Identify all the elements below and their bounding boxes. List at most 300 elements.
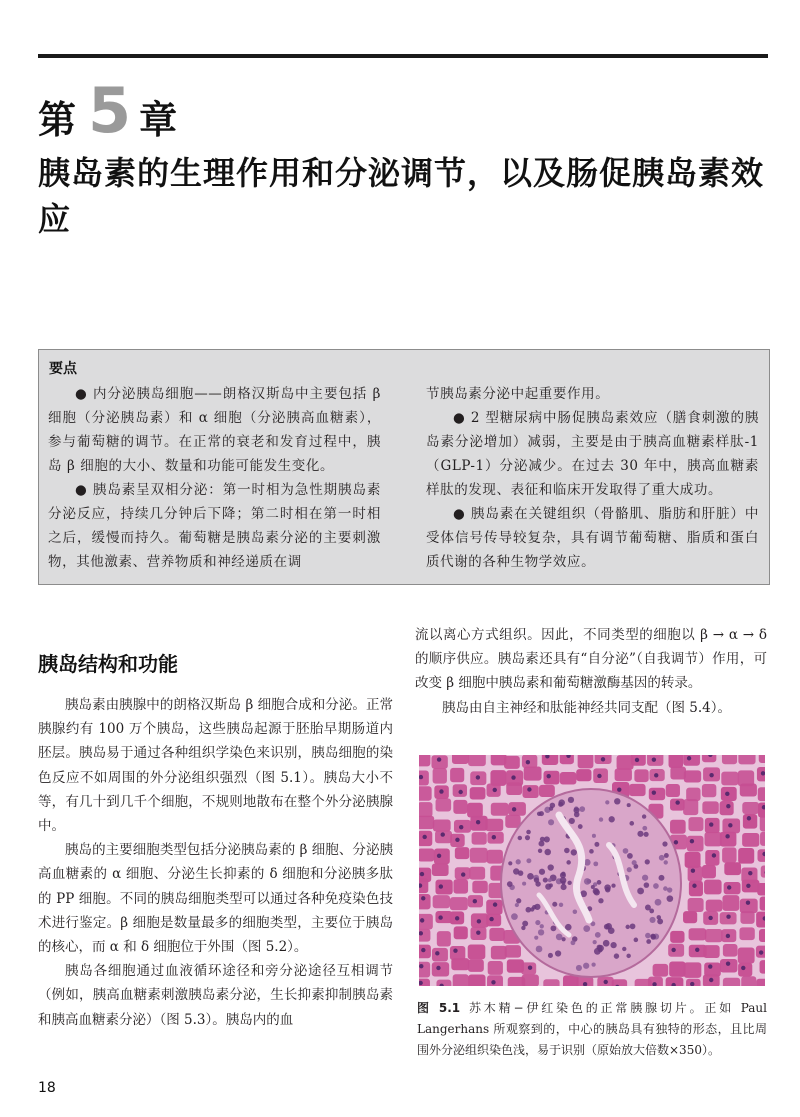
key-points-left-column	[48, 382, 381, 574]
acinar-cell	[742, 833, 759, 847]
islet-nucleus	[597, 880, 602, 885]
acinar-nucleus	[477, 919, 481, 923]
islet-nucleus	[614, 798, 620, 804]
islet-nucleus	[548, 819, 554, 825]
islet-nucleus	[609, 816, 615, 822]
islet-nucleus	[536, 946, 543, 953]
pancreas-section-image	[419, 755, 765, 986]
acinar-nucleus	[455, 916, 459, 920]
islet-nucleus	[627, 803, 631, 807]
islet-nucleus	[522, 882, 526, 886]
acinar-cell	[629, 784, 645, 796]
acinar-nucleus	[712, 853, 716, 857]
islet-nucleus	[642, 814, 646, 818]
acinar-cell	[505, 945, 521, 958]
islet-nucleus	[637, 831, 643, 837]
acinar-cell	[539, 785, 555, 797]
islet-nucleus	[645, 905, 651, 911]
islet-nucleus	[645, 859, 650, 864]
key-point-continuation: 节胰岛素分泌中起重要作用。	[426, 386, 610, 402]
islet-nucleus	[649, 917, 655, 923]
acinar-nucleus	[439, 789, 443, 793]
acinar-cell	[487, 850, 503, 864]
acinar-cell	[419, 755, 430, 766]
acinar-cell	[434, 848, 450, 864]
acinar-nucleus	[476, 820, 480, 824]
acinar-nucleus	[419, 964, 423, 968]
acinar-cell	[689, 928, 707, 940]
acinar-nucleus	[726, 804, 730, 808]
islet-region	[501, 789, 681, 977]
acinar-cell	[758, 803, 765, 818]
acinar-cell	[491, 803, 509, 816]
acinar-cell	[685, 852, 701, 868]
acinar-nucleus	[708, 964, 712, 968]
acinar-cell	[649, 788, 665, 801]
islet-nucleus	[518, 836, 523, 841]
acinar-nucleus	[674, 840, 678, 844]
acinar-nucleus	[692, 884, 696, 888]
acinar-nucleus	[491, 980, 495, 984]
figure-caption	[417, 998, 767, 1061]
islet-nucleus	[567, 881, 571, 885]
acinar-cell	[759, 755, 765, 763]
acinar-cell	[743, 814, 757, 829]
acinar-cell	[544, 771, 560, 785]
islet-nucleus	[614, 953, 619, 958]
acinar-cell	[451, 958, 469, 970]
acinar-nucleus	[473, 899, 477, 903]
acinar-cell	[759, 929, 765, 942]
islet-nucleus	[637, 888, 644, 895]
acinar-cell	[486, 900, 502, 915]
acinar-cell	[485, 819, 503, 831]
islet-nucleus	[534, 877, 539, 882]
islet-nucleus	[625, 925, 629, 929]
acinar-cell	[721, 772, 738, 786]
acinar-cell	[467, 803, 483, 818]
acinar-cell	[704, 880, 722, 895]
islet-nucleus	[552, 902, 557, 907]
key-point-paragraph: ● 2 型糖尿病中肠促胰岛素效应（膳食刺激的胰岛素分泌增加）减弱，主要是由于胰高血糖素样肽-1（GLP-1）分泌减少。在过去 30 年中，胰高血糖素样肽的发现、表征和临床开发取得了重大成功。	[426, 410, 759, 498]
key-points-right-column	[426, 382, 759, 574]
acinar-cell	[703, 945, 719, 958]
acinar-cell	[615, 768, 632, 781]
islet-nucleus	[667, 895, 674, 902]
key-point-paragraph: ● 内分泌胰岛细胞——朗格汉斯岛中主要包括 β 细胞（分泌胰岛素）和 α 细胞（分泌胰高血糖素），参与葡萄糖的调节。在正常的衰老和发育过程中，胰岛 β 细胞的大小、数量和功能可能发生变化。	[48, 386, 381, 474]
figure-label: 图 5.1	[417, 1001, 461, 1015]
islet-nucleus	[534, 936, 538, 940]
acinar-cell	[741, 976, 756, 986]
islet-nucleus	[598, 898, 603, 903]
islet-nucleus	[610, 942, 616, 948]
chapter-suffix: 章	[139, 98, 178, 142]
islet-nucleus	[550, 925, 556, 931]
islet-nucleus	[646, 939, 651, 944]
acinar-cell	[560, 772, 577, 785]
islet-nucleus	[537, 812, 541, 816]
islet-nucleus	[632, 860, 637, 865]
key-points-heading: 要点	[49, 361, 77, 377]
islet-nucleus	[539, 841, 545, 847]
islet-nucleus	[573, 807, 579, 813]
body-right-column	[415, 623, 767, 720]
acinar-nucleus	[604, 980, 608, 984]
islet-nucleus	[522, 921, 528, 927]
acinar-nucleus	[725, 834, 729, 838]
islet-nucleus	[611, 884, 615, 888]
acinar-nucleus	[746, 901, 750, 905]
islet-nucleus	[555, 950, 561, 956]
acinar-cell	[720, 959, 737, 972]
acinar-cell	[742, 880, 760, 893]
islet-nucleus	[642, 875, 648, 881]
acinar-cell	[524, 766, 542, 780]
acinar-cell	[468, 755, 486, 766]
acinar-cell	[738, 963, 752, 977]
islet-nucleus	[507, 881, 513, 887]
acinar-nucleus	[746, 884, 750, 888]
acinar-nucleus	[438, 915, 442, 919]
acinar-cell	[760, 960, 765, 974]
islet-nucleus	[622, 947, 626, 951]
acinar-cell	[437, 931, 451, 946]
islet-nucleus	[561, 881, 565, 885]
acinar-cell	[542, 755, 558, 765]
acinar-nucleus	[436, 966, 440, 970]
acinar-nucleus	[601, 757, 605, 761]
islet-nucleus	[558, 799, 565, 806]
islet-nucleus	[559, 903, 563, 907]
acinar-nucleus	[422, 835, 426, 839]
acinar-nucleus	[695, 948, 699, 952]
acinar-cell	[704, 832, 721, 846]
acinar-nucleus	[527, 787, 531, 791]
acinar-cell	[689, 881, 703, 896]
chapter-title: 胰岛素的生理作用和分泌调节，以及肠促胰岛素效应	[38, 154, 765, 238]
islet-nucleus	[604, 924, 610, 930]
acinar-nucleus	[455, 838, 459, 842]
islet-nucleus	[592, 834, 596, 838]
islet-nucleus	[516, 859, 521, 864]
acinar-cell	[683, 799, 698, 815]
acinar-cell	[453, 800, 467, 814]
islet-nucleus	[591, 963, 595, 967]
acinar-cell	[683, 755, 700, 766]
acinar-cell	[723, 978, 740, 986]
acinar-cell	[742, 802, 759, 814]
islet-nucleus	[593, 940, 597, 944]
acinar-cell	[724, 862, 741, 875]
acinar-cell	[578, 755, 594, 768]
islet-nucleus	[513, 868, 519, 874]
acinar-nucleus	[511, 775, 515, 779]
acinar-cell	[688, 817, 703, 831]
acinar-cell	[468, 959, 484, 972]
chapter-heading	[38, 74, 178, 147]
acinar-nucleus	[671, 948, 675, 952]
acinar-cell	[435, 880, 452, 895]
acinar-nucleus	[547, 774, 551, 778]
islet-nucleus	[544, 849, 551, 856]
acinar-nucleus	[652, 757, 656, 761]
islet-nucleus	[527, 873, 534, 880]
acinar-nucleus	[725, 792, 729, 796]
islet-nucleus	[516, 898, 521, 903]
acinar-cell	[686, 788, 700, 801]
islet-nucleus	[548, 878, 552, 882]
acinar-cell	[756, 979, 765, 986]
islet-nucleus	[599, 817, 603, 821]
figure-caption-text: 苏木精−伊红染色的正常胰腺切片。正如 Paul Langerhans 所观察到的，中心的胰岛具有独特的形态，且比周围外分泌组织染色浅，易于识别（原始放大倍数×350）。	[417, 1001, 767, 1057]
body-paragraph: 胰岛素由胰腺中的朗格汉斯岛 β 细胞合成和分泌。正常胰腺约有 100 万个胰岛，这些胰岛起源于胚胎早期肠道内胚层。胰岛易于通过各种组织学染色来识别，胰岛细胞的染色反应不如周围的外分泌组织强烈（图 5.1）。胰岛大小不等，有几十到几千个细胞，不规则地散布在整个外分泌胰腺中。	[38, 697, 393, 835]
acinar-nucleus	[493, 788, 497, 792]
acinar-cell	[433, 895, 450, 908]
islet-nucleus	[605, 800, 609, 804]
acinar-cell	[489, 928, 504, 941]
islet-nucleus	[579, 806, 585, 812]
acinar-cell	[669, 755, 684, 768]
islet-nucleus	[597, 945, 604, 952]
acinar-cell	[452, 755, 469, 764]
acinar-nucleus	[747, 816, 751, 820]
acinar-cell	[760, 832, 765, 846]
acinar-cell	[702, 865, 716, 878]
acinar-nucleus	[741, 966, 745, 970]
islet-nucleus	[589, 849, 594, 854]
islet-nucleus	[526, 858, 531, 863]
islet-nucleus	[569, 818, 575, 824]
acinar-cell	[436, 798, 452, 811]
body-left-column	[38, 693, 393, 1032]
acinar-cell	[472, 881, 487, 893]
acinar-cell	[684, 962, 702, 977]
islet-nucleus	[664, 853, 669, 858]
page-number: 18	[38, 1080, 56, 1096]
islet-nucleus	[627, 853, 633, 859]
chapter-prefix: 第	[38, 98, 77, 142]
acinar-cell	[508, 802, 525, 816]
acinar-cell	[488, 961, 503, 975]
islet-nucleus	[594, 842, 599, 847]
acinar-cell	[433, 820, 451, 832]
acinar-nucleus	[675, 800, 679, 804]
acinar-nucleus	[439, 884, 443, 888]
acinar-nucleus	[458, 790, 462, 794]
islet-nucleus	[644, 882, 650, 888]
acinar-cell	[670, 820, 686, 834]
acinar-cell	[739, 927, 754, 940]
islet-nucleus	[653, 883, 659, 889]
acinar-cell	[740, 784, 757, 797]
acinar-nucleus	[726, 934, 730, 938]
acinar-cell	[757, 883, 765, 896]
acinar-cell	[491, 946, 507, 959]
islet-nucleus	[545, 883, 551, 889]
acinar-cell	[705, 850, 719, 866]
islet-nucleus	[605, 887, 610, 892]
acinar-cell	[706, 900, 723, 912]
acinar-nucleus	[493, 902, 497, 906]
acinar-cell	[419, 786, 432, 800]
acinar-cell	[468, 974, 485, 986]
acinar-nucleus	[489, 917, 493, 921]
islet-nucleus	[556, 934, 563, 941]
acinar-cell	[522, 974, 539, 986]
islet-nucleus	[538, 929, 544, 935]
acinar-cell	[722, 847, 736, 862]
islet-nucleus	[550, 803, 555, 808]
islet-nucleus	[634, 938, 639, 943]
acinar-nucleus	[635, 758, 639, 762]
acinar-cell	[487, 975, 503, 986]
acinar-cell	[453, 974, 469, 986]
histology-figure	[419, 755, 765, 986]
acinar-cell	[576, 769, 591, 781]
acinar-cell	[758, 787, 765, 801]
islet-nucleus	[595, 932, 601, 938]
acinar-cell	[436, 980, 451, 986]
islet-nucleus	[659, 875, 665, 881]
acinar-cell	[612, 979, 627, 986]
acinar-nucleus	[437, 854, 441, 858]
acinar-cell	[669, 961, 685, 976]
acinar-nucleus	[728, 823, 732, 827]
acinar-nucleus	[709, 773, 713, 777]
islet-nucleus	[571, 849, 577, 855]
islet-nucleus	[568, 797, 574, 803]
acinar-cell	[740, 911, 754, 924]
section-heading: 胰岛结构和功能	[38, 652, 178, 676]
acinar-nucleus	[421, 896, 425, 900]
islet-nucleus	[564, 848, 570, 854]
islet-nucleus	[630, 923, 636, 929]
acinar-cell	[504, 756, 520, 769]
key-point-paragraph: ● 胰岛素在关键组织（骨骼肌、脂肪和肝脏）中受体信号传导较复杂，具有调节葡萄糖、脂质和蛋白质代谢的各种生物学效应。	[426, 506, 759, 570]
acinar-nucleus	[687, 756, 691, 760]
acinar-cell	[738, 848, 754, 864]
acinar-cell	[705, 929, 723, 942]
acinar-cell	[724, 882, 741, 894]
acinar-cell	[722, 755, 737, 764]
acinar-cell	[688, 898, 704, 912]
acinar-cell	[472, 832, 487, 844]
acinar-cell	[468, 945, 486, 960]
islet-nucleus	[548, 864, 554, 870]
islet-nucleus	[583, 925, 590, 932]
acinar-cell	[722, 895, 739, 911]
acinar-nucleus	[512, 807, 516, 811]
islet-nucleus	[543, 878, 548, 883]
acinar-cell	[486, 914, 501, 926]
acinar-nucleus	[476, 775, 480, 779]
acinar-cell	[450, 768, 464, 782]
acinar-nucleus	[459, 825, 463, 829]
islet-nucleus	[511, 913, 518, 920]
acinar-nucleus	[726, 915, 730, 919]
acinar-nucleus	[420, 872, 424, 876]
acinar-cell	[702, 784, 716, 797]
body-continuation: 流以离心方式组织。因此，不同类型的细胞以 β → α → δ 的顺序供应。胰岛素还具有“自分泌”（自我调节）作用，可改变 β 细胞中胰岛素和葡萄糖激酶基因的转录。	[415, 627, 767, 692]
islet-nucleus	[623, 848, 629, 854]
acinar-nucleus	[708, 916, 712, 920]
acinar-nucleus	[617, 787, 621, 791]
acinar-nucleus	[421, 948, 425, 952]
acinar-nucleus	[709, 822, 713, 826]
acinar-cell	[720, 832, 737, 847]
acinar-nucleus	[420, 918, 424, 922]
islet-nucleus	[603, 940, 610, 947]
acinar-cell	[687, 836, 704, 852]
acinar-cell	[760, 816, 765, 832]
islet-nucleus	[538, 849, 542, 853]
islet-nucleus	[526, 907, 532, 913]
islet-nucleus	[535, 920, 540, 925]
acinar-cell	[738, 948, 755, 964]
acinar-cell	[723, 944, 738, 957]
acinar-nucleus	[748, 871, 752, 875]
acinar-cell	[720, 801, 734, 815]
body-paragraph: 胰岛各细胞通过血液循环途径和旁分泌途径互相调节（例如，胰高血糖素刺激胰岛素分泌，生长抑素抑制胰岛素和胰高血糖素分泌）（图 5.3）。胰岛内的血	[38, 963, 393, 1028]
islet-nucleus	[583, 963, 589, 969]
body-paragraph: 胰岛的主要细胞类型包括分泌胰岛素的 β 细胞、分泌胰高血糖素的 α 细胞、分泌生长抑素的 δ 细胞和分泌胰多肽的 PP 细胞。不同的胰岛细胞类型可以通过各种免疫染色技术进行鉴定。β 细胞是数量最多的细胞类型，主要位于胰岛的核心，而 α 和 δ 细胞位于外围（图 5.2）。	[38, 842, 393, 956]
islet-nucleus	[526, 830, 531, 835]
acinar-cell	[432, 864, 449, 876]
islet-nucleus	[667, 887, 672, 892]
islet-nucleus	[664, 860, 668, 864]
acinar-cell	[419, 894, 431, 909]
acinar-cell	[435, 831, 452, 844]
acinar-cell	[419, 849, 434, 862]
islet-nucleus	[562, 937, 566, 941]
chapter-number: 5	[88, 74, 132, 147]
acinar-cell	[522, 785, 538, 798]
acinar-nucleus	[461, 872, 465, 876]
acinar-nucleus	[435, 951, 439, 955]
islet-nucleus	[571, 940, 576, 945]
islet-nucleus	[566, 860, 571, 865]
top-rule	[38, 54, 768, 58]
acinar-cell	[670, 931, 684, 943]
acinar-cell	[760, 896, 765, 910]
acinar-cell	[450, 897, 468, 910]
islet-nucleus	[508, 861, 512, 865]
acinar-nucleus	[597, 774, 601, 778]
islet-nucleus	[515, 903, 519, 907]
acinar-cell	[684, 770, 701, 782]
acinar-cell	[431, 755, 447, 769]
islet-nucleus	[525, 835, 530, 840]
acinar-cell	[470, 848, 488, 863]
acinar-cell	[634, 769, 648, 782]
acinar-nucleus	[690, 839, 694, 843]
acinar-cell	[470, 787, 486, 799]
islet-nucleus	[540, 924, 544, 928]
body-paragraph: 胰岛由自主神经和肽能神经共同支配（图 5.4）。	[442, 699, 732, 716]
islet-nucleus	[650, 934, 655, 939]
acinar-nucleus	[476, 930, 480, 934]
acinar-nucleus	[727, 885, 731, 889]
acinar-nucleus	[709, 978, 713, 982]
islet-nucleus	[578, 824, 583, 829]
acinar-nucleus	[437, 757, 441, 761]
acinar-cell	[670, 767, 686, 780]
acinar-cell	[702, 801, 718, 813]
acinar-nucleus	[453, 948, 457, 952]
acinar-cell	[738, 755, 755, 764]
acinar-cell	[653, 964, 669, 977]
acinar-nucleus	[726, 961, 730, 965]
